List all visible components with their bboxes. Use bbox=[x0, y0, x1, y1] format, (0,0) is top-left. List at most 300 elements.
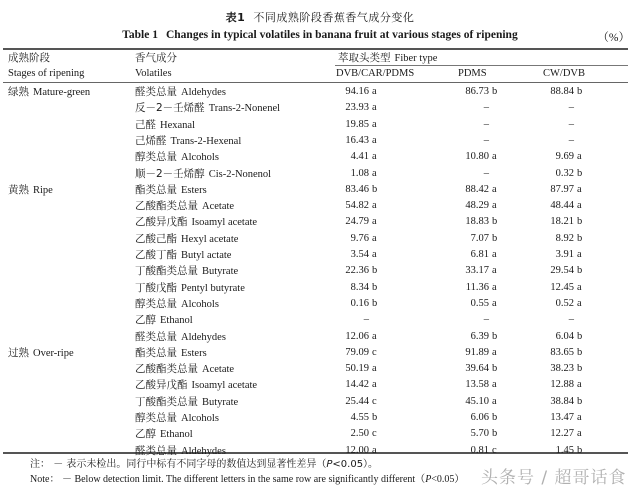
value-number: 6.06 bbox=[470, 412, 489, 423]
value-cell bbox=[351, 248, 381, 262]
stage-cell bbox=[8, 444, 12, 459]
volatile-cn: 醇类总量 bbox=[135, 151, 177, 164]
header-fiber-type bbox=[338, 51, 437, 66]
volatile-cell bbox=[135, 183, 207, 198]
significance-letter: b bbox=[577, 265, 583, 277]
significance-letter: a bbox=[492, 346, 497, 358]
value-number: 18.21 bbox=[550, 216, 574, 228]
value-cell bbox=[550, 427, 586, 441]
volatile-en: Aldehydes bbox=[181, 445, 226, 457]
value-cell bbox=[562, 134, 586, 148]
value-cell bbox=[471, 232, 501, 246]
unit-label: （%） bbox=[597, 32, 630, 44]
value-cell bbox=[465, 215, 501, 229]
volatile-en: Trans-2-Nonenel bbox=[208, 103, 281, 115]
volatile-en: Alcohols bbox=[181, 152, 219, 164]
table-number-en: Table 1 bbox=[122, 29, 158, 41]
value-cell bbox=[550, 199, 586, 213]
value-number: 48.29 bbox=[465, 200, 489, 212]
header-column-pdms: PDMS bbox=[458, 68, 487, 79]
volatile-cn: 乙酸己酯 bbox=[135, 232, 177, 245]
volatile-cn: 乙醇 bbox=[135, 428, 156, 441]
significance-letter: b bbox=[577, 363, 583, 375]
significance-letter: b bbox=[372, 281, 378, 293]
volatile-cn: 醛类总量 bbox=[135, 86, 177, 98]
value-number: – bbox=[568, 314, 574, 326]
stage-cell bbox=[8, 330, 12, 345]
stage-cell bbox=[8, 427, 12, 442]
significance-letter: a bbox=[577, 249, 582, 260]
volatile-cn: 乙酸酯类总量 bbox=[135, 363, 198, 376]
volatile-cell bbox=[135, 232, 238, 247]
value-number: 83.65 bbox=[550, 346, 574, 358]
value-cell bbox=[345, 118, 381, 132]
value-number: 18.83 bbox=[465, 216, 489, 228]
volatile-cn: 醛类总量 bbox=[135, 444, 177, 457]
value-number: – bbox=[483, 314, 489, 326]
volatile-en: Butyl actate bbox=[181, 250, 232, 261]
value-number: 1.08 bbox=[350, 167, 369, 179]
volatile-cell bbox=[135, 297, 219, 312]
value-number: 25.44 bbox=[345, 395, 369, 407]
value-number: 19.85 bbox=[345, 118, 369, 130]
significance-letter: a bbox=[577, 200, 582, 212]
value-number: 6.81 bbox=[470, 249, 489, 260]
volatile-cn: 醇类总量 bbox=[135, 412, 177, 424]
value-cell bbox=[345, 85, 381, 99]
value-number: 0.52 bbox=[555, 297, 574, 309]
significance-letter: a bbox=[577, 412, 582, 423]
stage-cell bbox=[8, 85, 90, 100]
stage-cell bbox=[8, 264, 12, 279]
value-number: 12.88 bbox=[550, 379, 574, 391]
significance-letter: b bbox=[372, 412, 378, 423]
significance-letter: b bbox=[492, 363, 498, 375]
value-cell bbox=[556, 167, 586, 181]
value-number: 6.04 bbox=[555, 330, 574, 342]
value-cell bbox=[550, 411, 586, 425]
value-number: 9.76 bbox=[350, 232, 369, 244]
value-cell bbox=[556, 330, 586, 344]
table-row bbox=[0, 199, 640, 215]
value-number: 4.55 bbox=[350, 412, 369, 423]
volatile-cn: 乙酸酯类总量 bbox=[135, 200, 198, 213]
significance-letter: a bbox=[492, 151, 497, 163]
value-number: 22.36 bbox=[345, 265, 369, 277]
significance-letter: b bbox=[492, 216, 498, 228]
significance-letter: b bbox=[577, 167, 583, 179]
value-cell bbox=[351, 232, 381, 246]
value-number: 1.45 bbox=[555, 444, 574, 456]
value-cell bbox=[345, 346, 381, 360]
value-number: 7.07 bbox=[470, 232, 489, 244]
volatile-cn: 反－2－壬烯醛 bbox=[135, 102, 205, 115]
table-row bbox=[0, 362, 640, 378]
significance-letter: c bbox=[372, 346, 377, 358]
value-cell bbox=[556, 297, 586, 311]
value-number: – bbox=[568, 102, 574, 114]
table-row bbox=[0, 427, 640, 443]
value-number: 6.39 bbox=[470, 330, 489, 342]
table-row bbox=[0, 281, 640, 297]
value-cell bbox=[351, 411, 381, 425]
value-cell bbox=[465, 362, 501, 376]
stage-cn: 黄熟 bbox=[8, 183, 29, 196]
significance-letter: b bbox=[492, 232, 498, 244]
significance-letter: a bbox=[372, 444, 377, 456]
table-row bbox=[0, 313, 640, 329]
volatile-cell bbox=[135, 167, 271, 182]
volatile-cell bbox=[135, 118, 195, 133]
stage-cell bbox=[8, 378, 12, 393]
volatile-cell bbox=[135, 313, 193, 328]
stage-cell bbox=[8, 395, 12, 410]
value-cell bbox=[477, 134, 501, 148]
table-row bbox=[0, 167, 640, 183]
volatile-en: Cis-2-Nonenol bbox=[208, 168, 272, 180]
top-rule bbox=[3, 48, 628, 50]
value-cell bbox=[562, 101, 586, 115]
value-number: – bbox=[363, 314, 369, 326]
note-cn bbox=[30, 455, 378, 470]
significance-letter: a bbox=[492, 297, 497, 309]
volatile-en: Butyrate bbox=[202, 266, 239, 278]
volatile-cell bbox=[135, 85, 226, 100]
significance-letter: b bbox=[372, 297, 378, 309]
table-row bbox=[0, 346, 640, 362]
table-caption-en bbox=[0, 29, 640, 41]
table-row bbox=[0, 395, 640, 411]
stage-cell bbox=[8, 101, 12, 116]
significance-letter: b bbox=[577, 346, 583, 358]
value-number: 39.64 bbox=[465, 363, 489, 375]
volatile-cell bbox=[135, 248, 231, 263]
value-cell bbox=[345, 199, 381, 213]
significance-letter: b bbox=[577, 395, 583, 407]
value-number: 10.80 bbox=[465, 151, 489, 163]
significance-letter: a bbox=[492, 395, 497, 407]
value-number: – bbox=[483, 167, 489, 179]
stage-cell bbox=[8, 346, 74, 361]
volatile-cn: 丁酸酯类总量 bbox=[135, 265, 198, 278]
value-number: 45.10 bbox=[465, 395, 489, 407]
volatile-cn: 乙酸异戊酯 bbox=[135, 216, 188, 229]
volatile-cell bbox=[135, 346, 207, 361]
significance-letter: a bbox=[372, 200, 377, 212]
value-number: 88.84 bbox=[550, 86, 574, 97]
value-cell bbox=[556, 150, 586, 164]
note-en bbox=[30, 470, 464, 485]
significance-letter: a bbox=[492, 265, 497, 277]
value-cell bbox=[562, 313, 586, 327]
value-number: 0.32 bbox=[555, 167, 574, 179]
table-row bbox=[0, 85, 640, 101]
significance-letter: a bbox=[372, 232, 377, 244]
value-cell bbox=[351, 427, 381, 441]
value-cell bbox=[550, 362, 586, 376]
significance-letter: a bbox=[372, 249, 377, 260]
note-cn-tail: <0.05）。 bbox=[332, 459, 379, 470]
table-row bbox=[0, 264, 640, 280]
value-cell bbox=[550, 215, 586, 229]
value-cell bbox=[357, 313, 381, 327]
value-cell bbox=[465, 150, 501, 164]
value-number: – bbox=[483, 134, 489, 146]
volatile-en: Alcohols bbox=[181, 413, 219, 424]
value-number: 83.46 bbox=[345, 183, 369, 195]
significance-letter: b bbox=[492, 412, 498, 423]
value-number: 24.79 bbox=[345, 216, 369, 228]
table-row bbox=[0, 330, 640, 346]
significance-letter: a bbox=[577, 151, 582, 163]
value-cell bbox=[345, 215, 381, 229]
value-cell bbox=[351, 297, 381, 311]
volatile-cn: 己烯醛 bbox=[135, 134, 167, 147]
stage-cell bbox=[8, 199, 12, 214]
value-number: 3.54 bbox=[350, 249, 369, 260]
significance-letter: a bbox=[372, 86, 377, 97]
value-cell bbox=[477, 313, 501, 327]
value-number: 33.17 bbox=[465, 265, 489, 277]
value-number: 12.06 bbox=[345, 330, 369, 342]
volatile-cn: 醇类总量 bbox=[135, 297, 177, 310]
stage-cell bbox=[8, 232, 12, 247]
significance-letter: c bbox=[492, 444, 497, 456]
significance-letter: b bbox=[372, 265, 378, 277]
value-number: 48.44 bbox=[550, 200, 574, 212]
value-cell bbox=[477, 101, 501, 115]
header-volatiles-cn: 香气成分 bbox=[135, 52, 177, 64]
volatile-cell bbox=[135, 134, 241, 149]
note-en-prefix: Note： bbox=[30, 474, 60, 485]
volatile-cn: 乙醇 bbox=[135, 314, 156, 327]
significance-letter: a bbox=[577, 183, 582, 195]
volatile-en: Hexyl acetate bbox=[181, 233, 239, 245]
note-cn-prefix: 注： bbox=[30, 459, 50, 470]
volatile-cell bbox=[135, 264, 238, 279]
volatile-cn: 醛类总量 bbox=[135, 330, 177, 343]
value-number: – bbox=[568, 118, 574, 130]
volatile-en: Pentyl butyrate bbox=[181, 282, 245, 294]
volatile-cn: 己醛 bbox=[135, 118, 156, 131]
significance-letter: a bbox=[492, 281, 497, 293]
value-number: 87.97 bbox=[550, 183, 574, 195]
note-en-p: P bbox=[425, 474, 432, 485]
volatile-en: Esters bbox=[181, 347, 207, 359]
volatile-cell bbox=[135, 395, 238, 410]
significance-letter: a bbox=[492, 249, 497, 260]
volatile-cell bbox=[135, 411, 219, 426]
stage-en: Ripe bbox=[33, 184, 53, 196]
significance-letter: a bbox=[577, 297, 582, 309]
volatile-cn: 乙酸丁酯 bbox=[135, 249, 177, 261]
volatile-en: Esters bbox=[181, 184, 207, 196]
value-number: 3.91 bbox=[555, 249, 574, 260]
significance-letter: b bbox=[492, 428, 498, 440]
value-cell bbox=[471, 444, 501, 458]
value-cell bbox=[465, 85, 501, 99]
note-en-tail: <0.05） bbox=[431, 474, 465, 485]
significance-letter: a bbox=[372, 167, 377, 179]
value-cell bbox=[550, 378, 586, 392]
significance-letter: b bbox=[492, 86, 498, 97]
value-cell bbox=[345, 134, 381, 148]
value-cell bbox=[465, 346, 501, 360]
significance-letter: a bbox=[577, 428, 582, 440]
value-number: 9.69 bbox=[555, 151, 574, 163]
value-cell bbox=[556, 248, 586, 262]
table-row bbox=[0, 134, 640, 150]
value-number: 91.89 bbox=[465, 346, 489, 358]
value-number: 23.93 bbox=[345, 102, 369, 114]
volatile-cell bbox=[135, 215, 257, 230]
significance-letter: b bbox=[577, 216, 583, 228]
significance-letter: b bbox=[492, 330, 498, 342]
value-cell bbox=[345, 378, 381, 392]
table-row bbox=[0, 215, 640, 231]
value-cell bbox=[550, 264, 586, 278]
note-en-text: － Below detection limit. The different letters in the same row are significantly different（ bbox=[61, 474, 426, 485]
volatile-en: Acetate bbox=[202, 201, 235, 213]
stage-cell bbox=[8, 167, 12, 182]
header-fiber-cn: 萃取头类型 bbox=[338, 52, 391, 64]
value-number: 0.81 bbox=[470, 444, 489, 456]
value-number: 13.58 bbox=[465, 379, 489, 391]
value-number: 0.55 bbox=[470, 297, 489, 309]
volatile-cn: 顺－2－壬烯醇 bbox=[135, 167, 205, 180]
stage-cell bbox=[8, 297, 12, 312]
value-number: 38.84 bbox=[550, 395, 574, 407]
value-cell bbox=[345, 264, 381, 278]
value-number: 12.00 bbox=[345, 444, 369, 456]
significance-letter: a bbox=[372, 363, 377, 375]
header-column-dvb-car-pdms: DVB/CAR/PDMS bbox=[336, 68, 415, 79]
stage-cell bbox=[8, 362, 12, 377]
value-cell bbox=[345, 101, 381, 115]
significance-letter: b bbox=[577, 330, 583, 342]
value-cell bbox=[550, 85, 586, 99]
significance-letter: a bbox=[372, 330, 377, 342]
value-cell bbox=[477, 167, 501, 181]
header-fiber-en: Fiber type bbox=[394, 53, 438, 64]
significance-letter: a bbox=[372, 216, 377, 228]
significance-letter: b bbox=[577, 444, 583, 456]
table-row bbox=[0, 232, 640, 248]
volatile-en: Isoamyl acetate bbox=[191, 217, 258, 229]
volatile-cn: 酯类总量 bbox=[135, 346, 177, 359]
table-row bbox=[0, 183, 640, 199]
header-column-cw-dvb: CW/DVB bbox=[543, 68, 585, 79]
value-number: 86.73 bbox=[465, 86, 489, 97]
stage-cell bbox=[8, 183, 53, 198]
volatile-en: Aldehydes bbox=[181, 331, 226, 343]
value-cell bbox=[345, 330, 381, 344]
value-number: 14.42 bbox=[345, 379, 369, 391]
volatile-cn: 丁酸酯类总量 bbox=[135, 395, 198, 408]
table-row bbox=[0, 378, 640, 394]
value-number: 0.16 bbox=[350, 297, 369, 309]
table-row bbox=[0, 118, 640, 134]
value-cell bbox=[465, 183, 501, 197]
volatile-cell bbox=[135, 362, 234, 377]
table-row bbox=[0, 150, 640, 166]
significance-letter: b bbox=[577, 86, 583, 97]
significance-letter: b bbox=[577, 232, 583, 244]
value-number: – bbox=[568, 134, 574, 146]
value-number: 16.43 bbox=[345, 134, 369, 146]
volatile-en: Ethanol bbox=[160, 315, 193, 327]
table-caption-cn bbox=[0, 9, 640, 25]
significance-letter: a bbox=[492, 200, 497, 212]
note-cn-text: － 表示未检出。同行中标有不同字母的数值达到显著性差异（ bbox=[53, 459, 327, 470]
significance-letter: a bbox=[372, 118, 377, 130]
volatile-cell bbox=[135, 199, 234, 214]
value-number: 54.82 bbox=[345, 200, 369, 212]
table-title-en: Changes in typical volatiles in banana fruit at various stages of ripening bbox=[165, 29, 518, 41]
volatile-cn: 丁酸戊酯 bbox=[135, 281, 177, 294]
value-cell bbox=[345, 362, 381, 376]
header-volatiles-en: Volatiles bbox=[135, 68, 172, 79]
value-cell bbox=[471, 411, 501, 425]
significance-letter: a bbox=[492, 183, 497, 195]
significance-letter: a bbox=[577, 379, 582, 391]
value-number: 29.54 bbox=[550, 265, 574, 277]
stage-cn: 绿熟 bbox=[8, 86, 29, 98]
value-number: 88.42 bbox=[465, 183, 489, 195]
stage-cell bbox=[8, 118, 12, 133]
table-row bbox=[0, 101, 640, 117]
volatile-cell bbox=[135, 281, 245, 296]
value-cell bbox=[351, 167, 381, 181]
table-row bbox=[0, 248, 640, 264]
value-number: 50.19 bbox=[345, 363, 369, 375]
stage-cell bbox=[8, 411, 12, 426]
volatile-en: Hexanal bbox=[160, 119, 195, 131]
value-number: 79.09 bbox=[345, 346, 369, 358]
volatile-cell bbox=[135, 101, 280, 116]
value-number: 2.50 bbox=[350, 428, 369, 440]
stage-en: Mature-green bbox=[33, 87, 91, 98]
note-cn-p: P bbox=[326, 459, 333, 470]
significance-letter: b bbox=[372, 183, 378, 195]
value-cell bbox=[471, 427, 501, 441]
value-cell bbox=[345, 183, 381, 197]
table-row bbox=[0, 411, 640, 427]
value-cell bbox=[465, 395, 501, 409]
value-number: – bbox=[483, 118, 489, 130]
stage-en: Over-ripe bbox=[33, 347, 74, 359]
table-title-cn: 不同成熟阶段香蕉香气成分变化 bbox=[253, 11, 415, 24]
significance-letter: a bbox=[372, 102, 377, 114]
value-cell bbox=[351, 281, 381, 295]
value-cell bbox=[465, 264, 501, 278]
stage-cell bbox=[8, 134, 12, 149]
table-number-cn: 表1 bbox=[225, 11, 246, 24]
volatile-en: Ethanol bbox=[160, 429, 193, 441]
stage-cell bbox=[8, 313, 12, 328]
volatile-en: Butyrate bbox=[202, 396, 239, 408]
volatile-cn: 乙酸异戊酯 bbox=[135, 379, 188, 392]
volatile-en: Trans-2-Hexenal bbox=[170, 135, 242, 147]
value-number: 12.45 bbox=[550, 281, 574, 293]
volatile-cell bbox=[135, 150, 219, 165]
stage-cell bbox=[8, 215, 12, 230]
value-cell bbox=[466, 281, 501, 295]
stage-cell bbox=[8, 281, 12, 296]
table-row bbox=[0, 297, 640, 313]
value-number: 5.70 bbox=[470, 428, 489, 440]
watermark: 头条号 / 超哥话食 bbox=[481, 468, 627, 488]
